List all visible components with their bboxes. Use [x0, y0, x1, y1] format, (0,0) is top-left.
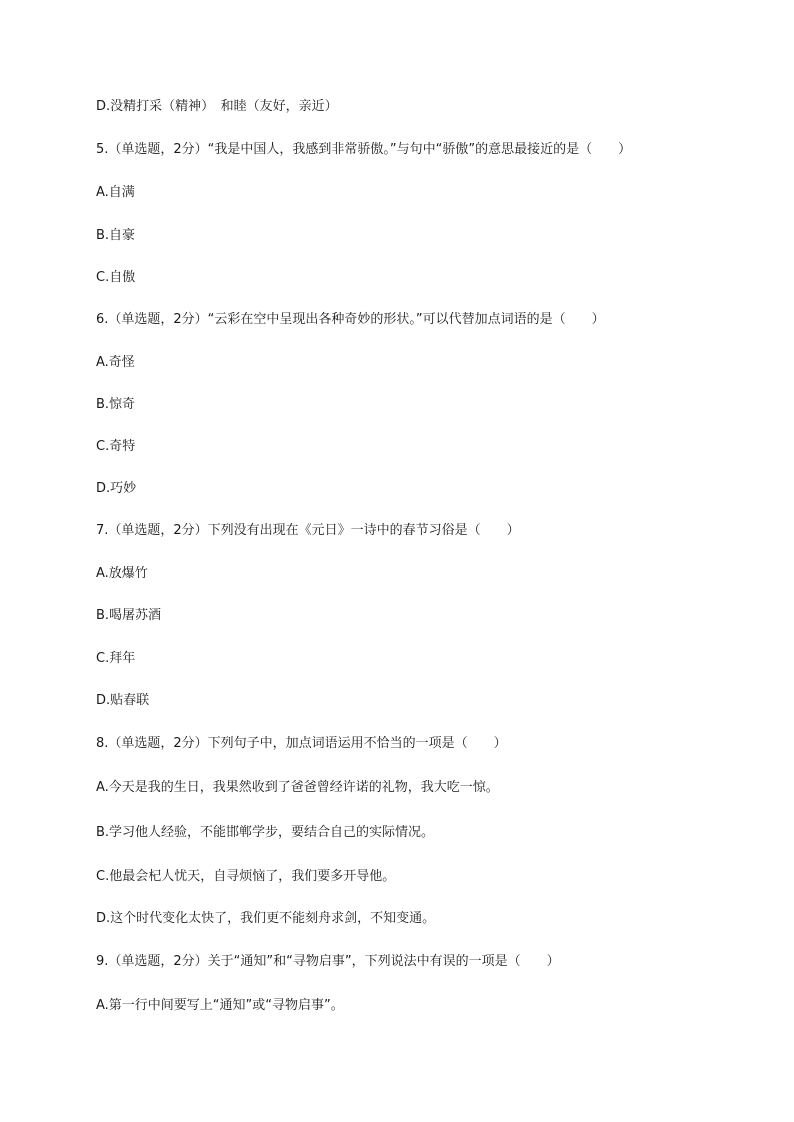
- q7-option-b: B.喝屠苏酒: [96, 608, 162, 623]
- question-8: 8.（单选题，2分）下列句子中，加点词语运用不恰当的一项是（ ）: [96, 736, 507, 751]
- q8-option-a: A.今天是我的生日，我果然收到了爸爸曾经许诺的礼物，我大吃一惊。: [96, 780, 499, 795]
- q4-option-d: D.没精打采（精神） 和睦（友好，亲近）: [96, 99, 338, 114]
- q7-option-d: D.贴春联: [96, 693, 150, 708]
- question-5: 5.（单选题，2分）“我是中国人，我感到非常骄傲。”与句中“骄傲”的意思最接近的是（ ）: [96, 142, 632, 157]
- q8-option-d: D.这个时代变化太快了，我们更不能刻舟求剑，不知变通。: [96, 911, 436, 926]
- question-6: 6.（单选题，2分）“云彩在空中呈现出各种奇妙的形状。”可以代替加点词语的是（ ）: [96, 312, 605, 327]
- q7-option-c: C.拜年: [96, 651, 136, 666]
- q6-option-a: A.奇怪: [96, 355, 135, 370]
- q5-option-c: C.自傲: [96, 270, 136, 285]
- q7-option-a: A.放爆竹: [96, 566, 148, 581]
- question-9: 9.（单选题，2分）关于“通知”和“寻物启事”，下列说法中有误的一项是（ ）: [96, 954, 560, 969]
- q6-option-c: C.奇特: [96, 439, 136, 454]
- q8-option-c: C.他最会杞人忧天，自寻烦恼了，我们要多开导他。: [96, 869, 396, 884]
- q6-option-b: B.惊奇: [96, 397, 136, 412]
- q5-option-a: A.自满: [96, 185, 135, 200]
- q9-option-a: A.第一行中间要写上“通知”或“寻物启事”。: [96, 998, 344, 1013]
- q6-option-d: D.巧妙: [96, 481, 137, 496]
- q8-option-b: B.学习他人经验，不能邯郸学步，要结合自己的实际情况。: [96, 825, 435, 840]
- question-7: 7.（单选题，2分）下列没有出现在《元日》一诗中的春节习俗是（ ）: [96, 523, 520, 538]
- q5-option-b: B.自豪: [96, 228, 136, 243]
